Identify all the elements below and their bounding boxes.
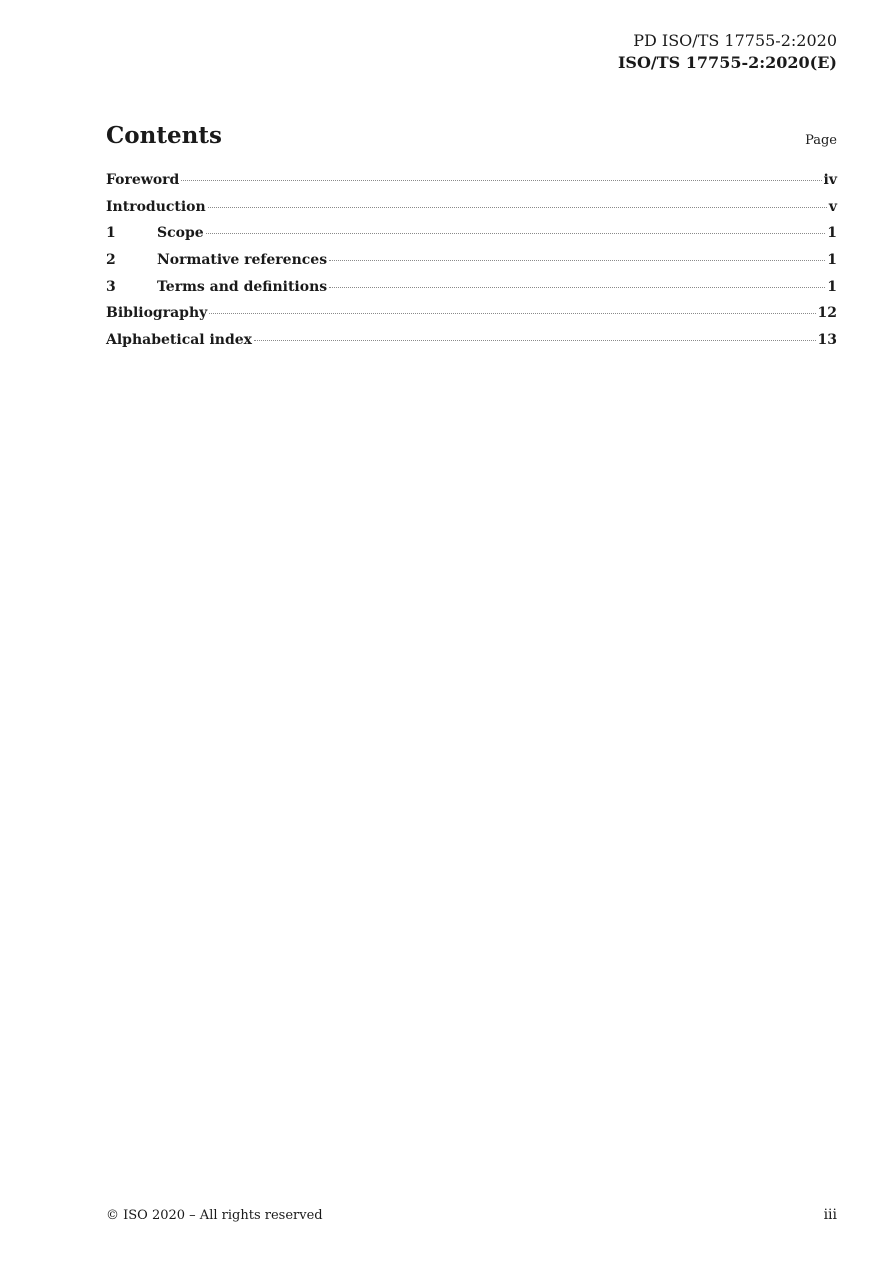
toc-entry-page: 12 [817,305,837,322]
toc-entry-title: Introduction [106,198,206,215]
toc-entry-title: Alphabetical index [106,332,253,349]
toc-entry-title: Bibliography [106,305,208,322]
toc-entry-page: 13 [817,332,837,349]
toc-dot-leader [329,260,825,261]
toc-entry-page: 1 [827,252,837,269]
document-header [618,30,837,74]
toc-dot-leader [209,313,815,314]
toc-entry-number: 3 [106,278,116,295]
toc-entry-alphabetical-index[interactable] [106,332,837,359]
table-of-contents [106,172,837,359]
copyright-notice: © ISO 2020 – All rights reserved [106,1208,323,1223]
toc-entry-title: Terms and definitions [157,278,328,295]
toc-entry-number: 2 [106,252,116,269]
toc-entry-number: 1 [106,225,116,242]
toc-entry-foreword[interactable] [106,172,837,199]
toc-dot-leader [329,287,825,288]
toc-entry-title: Foreword [106,172,180,188]
toc-entry-terms-and-definitions[interactable] [106,279,837,306]
toc-entry-bibliography[interactable] [106,305,837,332]
toc-entry-scope[interactable] [106,225,837,252]
toc-entry-page: 1 [827,278,837,295]
toc-entry-title: Scope [157,225,204,242]
toc-dot-leader [208,207,827,208]
toc-entry-introduction[interactable] [106,199,837,226]
page-number: iii [823,1207,837,1223]
toc-dot-leader [254,340,815,341]
toc-dot-leader [206,233,826,234]
toc-entry-page: iv [823,172,837,188]
contents-title: Contents [106,122,222,149]
toc-entry-page: v [828,198,837,215]
toc-dot-leader [181,180,821,181]
page-column-label: Page [805,133,837,148]
toc-entry-page: 1 [827,225,837,242]
iso-designation: ISO/TS 17755-2:2020(E) [617,53,837,72]
toc-entry-normative-references[interactable] [106,252,837,279]
toc-entry-title: Normative references [157,252,328,269]
pd-designation: PD ISO/TS 17755-2:2020 [633,31,837,50]
